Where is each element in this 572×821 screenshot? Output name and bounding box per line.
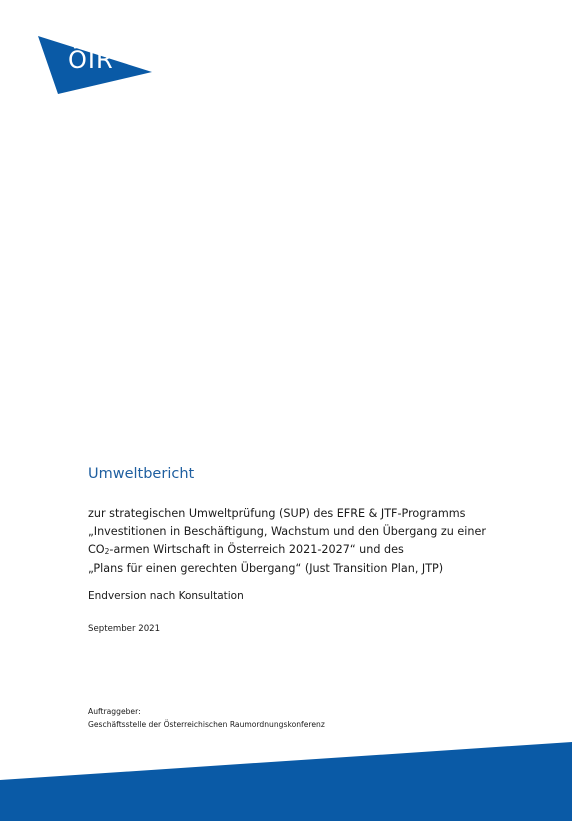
client-name: Geschäftsstelle der Österreichischen Raumordnungskonferenz — [88, 719, 325, 729]
subtitle-line-3-subscript: 2 — [104, 546, 110, 556]
client-block — [88, 706, 325, 732]
document-title: Umweltbericht — [88, 466, 195, 482]
document-date: September 2021 — [88, 624, 161, 634]
oir-logo — [38, 34, 154, 96]
subtitle-line-3-suffix: -armen Wirtschaft in Österreich 2021-2027“ und des — [109, 542, 404, 556]
footer-band-shape — [0, 736, 572, 821]
logo-text: ÖIR — [68, 46, 114, 74]
client-label: Auftraggeber: — [88, 707, 141, 716]
subtitle-line-4: „Plans für einen gerechten Übergang“ (Just Transition Plan, JTP) — [88, 562, 444, 576]
subtitle-line-2: „Investitionen in Beschäftigung, Wachstum und den Übergang zu einer — [88, 524, 486, 538]
document-version: Endversion nach Konsultation — [88, 590, 244, 602]
subtitle-line-3-prefix: CO — [88, 542, 105, 556]
subtitle-line-1: zur strategischen Umweltprüfung (SUP) des EFRE & JTF-Programms — [88, 507, 466, 520]
subtitle-line-3 — [88, 541, 548, 561]
document-subtitle — [88, 505, 548, 578]
footer-band — [0, 736, 572, 821]
